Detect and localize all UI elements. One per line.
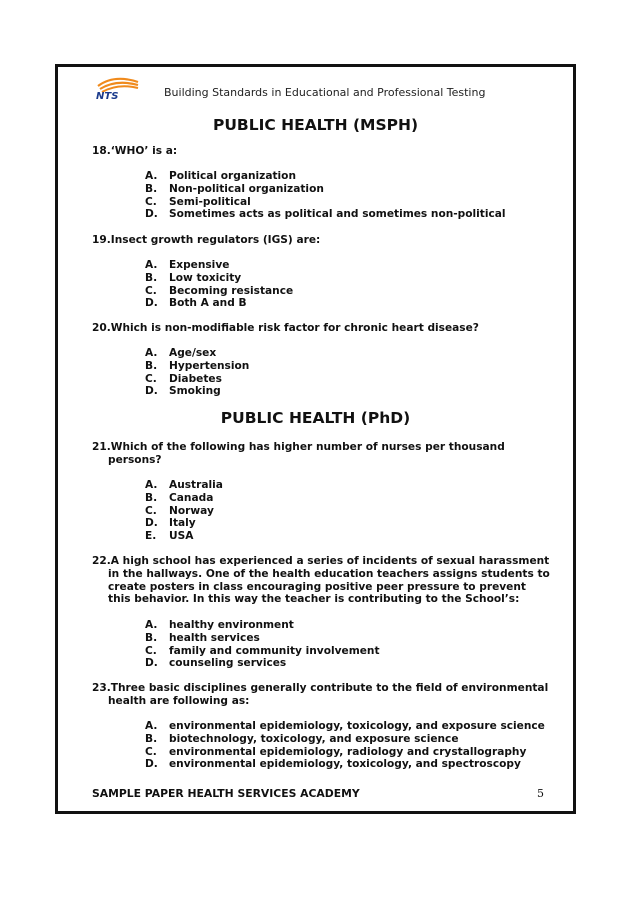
question-text: Which is non-modifiable risk factor for chronic heart disease? <box>110 322 479 334</box>
options-22 <box>145 619 565 670</box>
question-text: Which of the following has higher number of nurses per thousand <box>110 441 505 453</box>
question-text: ‘WHO’ is a: <box>110 145 178 157</box>
options-19 <box>145 259 565 310</box>
logo-text: NTS <box>96 91 119 100</box>
nts-logo <box>92 76 142 100</box>
option: C. environmental epidemiology, radiology and crystallography <box>145 745 527 758</box>
option: B. biotechnology, toxicology, and exposure science <box>145 732 459 745</box>
option: B. Non-political organization <box>145 182 324 195</box>
option: B. Low toxicity <box>145 271 242 284</box>
question-text: Three basic disciplines generally contribute to the field of environmental <box>110 682 549 694</box>
header-tagline: Building Standards in Educational and Professional Testing <box>164 86 486 99</box>
option: D. Both A and B <box>145 297 247 310</box>
option: B. health services <box>145 631 260 644</box>
option: A. Political organization <box>145 170 296 182</box>
question-text-cont: create posters in class encouraging positive peer pressure to prevent <box>108 580 526 593</box>
options-23 <box>145 720 565 771</box>
question-text-cont: health are following as: <box>108 694 250 707</box>
question-text-cont: this behavior. In this way the teacher is contributing to the School’s: <box>108 593 520 606</box>
question-number: 20. <box>92 322 111 334</box>
question-text-cont: in the hallways. One of the health education teachers assigns students to <box>108 567 550 580</box>
page-header <box>92 76 512 102</box>
question-22 <box>92 555 552 606</box>
option: D. Sometimes acts as political and sometimes non-political <box>145 208 506 221</box>
question-23 <box>92 682 552 708</box>
footer-title: SAMPLE PAPER HEALTH SERVICES ACADEMY <box>92 787 360 800</box>
option: A. Age/sex <box>145 347 217 359</box>
question-20 <box>92 322 552 335</box>
option: A. healthy environment <box>145 619 294 631</box>
question-number: 23. <box>92 682 111 694</box>
option: A. Expensive <box>145 259 230 271</box>
option: C. family and community involvement <box>145 644 380 657</box>
option: C. Semi-political <box>145 195 251 208</box>
question-21 <box>92 441 552 467</box>
question-number: 18. <box>92 145 111 157</box>
question-text: A high school has experienced a series of incidents of sexual harassment <box>110 555 550 567</box>
question-text: Insect growth regulators (IGS) are: <box>110 234 321 246</box>
option: D. environmental epidemiology, toxicology, and spectroscopy <box>145 758 521 771</box>
question-number: 21. <box>92 441 111 453</box>
page-number: 5 <box>537 787 544 800</box>
option: C. Norway <box>145 504 214 517</box>
option: E. USA <box>145 530 194 543</box>
question-text-cont: persons? <box>108 453 162 466</box>
option: B. Canada <box>145 491 214 504</box>
option: C. Diabetes <box>145 372 222 385</box>
option: D. counseling services <box>145 657 287 670</box>
option: D. Italy <box>145 517 196 530</box>
question-18 <box>92 145 552 158</box>
option: A. Australia <box>145 479 223 491</box>
section-title-msph: PUBLIC HEALTH (MSPH) <box>212 116 419 134</box>
options-21 <box>145 479 565 543</box>
options-18 <box>145 170 565 221</box>
section-title-phd: PUBLIC HEALTH (PhD) <box>220 409 411 427</box>
option: C. Becoming resistance <box>145 284 294 297</box>
options-20 <box>145 347 565 398</box>
question-number: 22. <box>92 555 111 567</box>
question-19 <box>92 234 552 247</box>
option: B. Hypertension <box>145 359 250 372</box>
option: D. Smoking <box>145 385 221 398</box>
option: A. environmental epidemiology, toxicology, and exposure science <box>145 720 545 732</box>
question-number: 19. <box>92 234 111 246</box>
